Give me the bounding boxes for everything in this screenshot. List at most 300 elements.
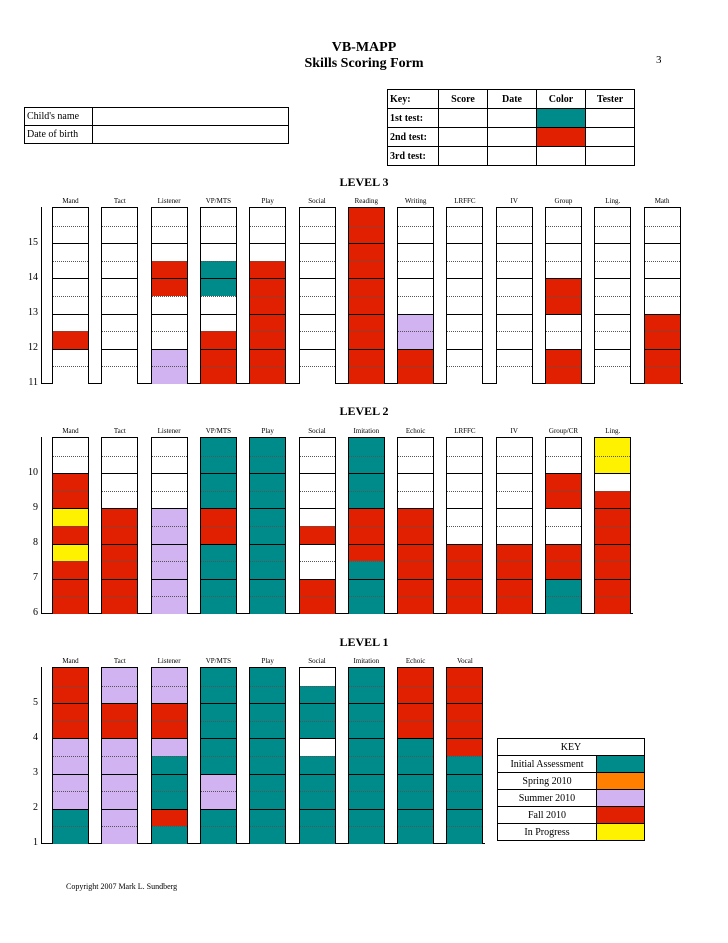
score-cell[interactable] — [497, 526, 532, 544]
score-cell[interactable] — [300, 296, 335, 314]
score-cell[interactable] — [497, 314, 532, 332]
score-cell[interactable] — [398, 491, 433, 509]
score-cell[interactable] — [447, 331, 482, 349]
score-cell[interactable] — [497, 349, 532, 367]
score-cell[interactable] — [201, 438, 236, 456]
score-cell[interactable] — [546, 456, 581, 474]
child-name-field[interactable] — [93, 108, 289, 126]
score-cell[interactable] — [250, 809, 285, 827]
score-cell[interactable] — [349, 596, 384, 614]
score-cell[interactable] — [250, 261, 285, 279]
score-cell[interactable] — [595, 226, 630, 244]
score-cell[interactable] — [300, 526, 335, 544]
score-cell[interactable] — [398, 331, 433, 349]
score-cell[interactable] — [595, 314, 630, 332]
key-row-2-score[interactable] — [439, 128, 488, 147]
score-cell[interactable] — [152, 579, 187, 597]
score-cell[interactable] — [447, 774, 482, 792]
score-cell[interactable] — [53, 473, 88, 491]
score-cell[interactable] — [349, 721, 384, 739]
score-cell[interactable] — [349, 226, 384, 244]
score-cell[interactable] — [102, 261, 137, 279]
score-cell[interactable] — [349, 366, 384, 384]
score-cell[interactable] — [152, 774, 187, 792]
score-cell[interactable] — [546, 438, 581, 456]
score-cell[interactable] — [349, 544, 384, 562]
score-cell[interactable] — [152, 208, 187, 226]
score-cell[interactable] — [250, 826, 285, 844]
score-cell[interactable] — [398, 508, 433, 526]
score-cell[interactable] — [152, 296, 187, 314]
score-cell[interactable] — [349, 296, 384, 314]
score-cell[interactable] — [546, 243, 581, 261]
score-cell[interactable] — [595, 473, 630, 491]
score-cell[interactable] — [645, 314, 680, 332]
score-cell[interactable] — [152, 668, 187, 686]
score-cell[interactable] — [201, 561, 236, 579]
score-cell[interactable] — [497, 438, 532, 456]
score-cell[interactable] — [497, 261, 532, 279]
score-cell[interactable] — [349, 261, 384, 279]
score-cell[interactable] — [152, 314, 187, 332]
score-cell[interactable] — [349, 278, 384, 296]
score-cell[interactable] — [645, 243, 680, 261]
score-cell[interactable] — [102, 491, 137, 509]
score-cell[interactable] — [349, 579, 384, 597]
score-cell[interactable] — [201, 738, 236, 756]
score-cell[interactable] — [300, 331, 335, 349]
score-cell[interactable] — [53, 826, 88, 844]
score-cell[interactable] — [546, 314, 581, 332]
score-cell[interactable] — [497, 278, 532, 296]
score-cell[interactable] — [53, 226, 88, 244]
score-cell[interactable] — [645, 226, 680, 244]
score-cell[interactable] — [546, 596, 581, 614]
score-cell[interactable] — [102, 686, 137, 704]
score-cell[interactable] — [152, 473, 187, 491]
score-cell[interactable] — [201, 314, 236, 332]
score-cell[interactable] — [546, 208, 581, 226]
score-cell[interactable] — [53, 261, 88, 279]
score-cell[interactable] — [349, 809, 384, 827]
score-cell[interactable] — [201, 226, 236, 244]
score-cell[interactable] — [102, 668, 137, 686]
score-cell[interactable] — [53, 738, 88, 756]
score-cell[interactable] — [250, 296, 285, 314]
score-cell[interactable] — [546, 278, 581, 296]
score-cell[interactable] — [398, 703, 433, 721]
score-cell[interactable] — [102, 791, 137, 809]
score-cell[interactable] — [595, 544, 630, 562]
score-cell[interactable] — [102, 738, 137, 756]
score-cell[interactable] — [398, 296, 433, 314]
score-cell[interactable] — [250, 208, 285, 226]
score-cell[interactable] — [447, 791, 482, 809]
score-cell[interactable] — [53, 703, 88, 721]
score-cell[interactable] — [398, 456, 433, 474]
score-cell[interactable] — [152, 349, 187, 367]
score-cell[interactable] — [300, 491, 335, 509]
score-cell[interactable] — [201, 491, 236, 509]
score-cell[interactable] — [398, 561, 433, 579]
score-cell[interactable] — [300, 456, 335, 474]
score-cell[interactable] — [546, 331, 581, 349]
score-cell[interactable] — [546, 226, 581, 244]
score-cell[interactable] — [300, 561, 335, 579]
score-cell[interactable] — [201, 331, 236, 349]
score-cell[interactable] — [152, 561, 187, 579]
score-cell[interactable] — [152, 721, 187, 739]
score-cell[interactable] — [250, 438, 285, 456]
score-cell[interactable] — [447, 243, 482, 261]
score-cell[interactable] — [102, 579, 137, 597]
score-cell[interactable] — [398, 226, 433, 244]
score-cell[interactable] — [398, 314, 433, 332]
score-cell[interactable] — [300, 721, 335, 739]
score-cell[interactable] — [102, 774, 137, 792]
score-cell[interactable] — [645, 208, 680, 226]
score-cell[interactable] — [398, 243, 433, 261]
score-cell[interactable] — [398, 278, 433, 296]
score-cell[interactable] — [152, 544, 187, 562]
score-cell[interactable] — [398, 349, 433, 367]
score-cell[interactable] — [300, 261, 335, 279]
score-cell[interactable] — [349, 208, 384, 226]
key-row-3-date[interactable] — [488, 147, 537, 166]
score-cell[interactable] — [595, 508, 630, 526]
score-cell[interactable] — [398, 826, 433, 844]
score-cell[interactable] — [645, 261, 680, 279]
score-cell[interactable] — [300, 349, 335, 367]
dob-field[interactable] — [93, 126, 289, 144]
score-cell[interactable] — [398, 738, 433, 756]
score-cell[interactable] — [250, 756, 285, 774]
score-cell[interactable] — [497, 491, 532, 509]
score-cell[interactable] — [201, 826, 236, 844]
score-cell[interactable] — [595, 579, 630, 597]
score-cell[interactable] — [398, 686, 433, 704]
score-cell[interactable] — [152, 809, 187, 827]
score-cell[interactable] — [447, 366, 482, 384]
score-cell[interactable] — [497, 544, 532, 562]
score-cell[interactable] — [546, 349, 581, 367]
score-cell[interactable] — [53, 331, 88, 349]
score-cell[interactable] — [447, 561, 482, 579]
score-cell[interactable] — [201, 686, 236, 704]
score-cell[interactable] — [398, 473, 433, 491]
score-cell[interactable] — [645, 331, 680, 349]
score-cell[interactable] — [250, 226, 285, 244]
key-row-2-date[interactable] — [488, 128, 537, 147]
score-cell[interactable] — [102, 596, 137, 614]
score-cell[interactable] — [349, 826, 384, 844]
score-cell[interactable] — [152, 456, 187, 474]
score-cell[interactable] — [447, 756, 482, 774]
score-cell[interactable] — [152, 243, 187, 261]
score-cell[interactable] — [201, 579, 236, 597]
score-cell[interactable] — [102, 296, 137, 314]
score-cell[interactable] — [201, 456, 236, 474]
score-cell[interactable] — [300, 756, 335, 774]
score-cell[interactable] — [152, 278, 187, 296]
score-cell[interactable] — [152, 331, 187, 349]
score-cell[interactable] — [102, 473, 137, 491]
score-cell[interactable] — [201, 596, 236, 614]
score-cell[interactable] — [546, 561, 581, 579]
score-cell[interactable] — [447, 208, 482, 226]
score-cell[interactable] — [300, 226, 335, 244]
score-cell[interactable] — [201, 756, 236, 774]
score-cell[interactable] — [152, 366, 187, 384]
score-cell[interactable] — [349, 686, 384, 704]
score-cell[interactable] — [152, 226, 187, 244]
score-cell[interactable] — [53, 278, 88, 296]
score-cell[interactable] — [447, 438, 482, 456]
score-cell[interactable] — [645, 366, 680, 384]
score-cell[interactable] — [595, 278, 630, 296]
key-row-2-tester[interactable] — [586, 128, 635, 147]
score-cell[interactable] — [201, 774, 236, 792]
score-cell[interactable] — [546, 473, 581, 491]
score-cell[interactable] — [250, 473, 285, 491]
score-cell[interactable] — [645, 278, 680, 296]
score-cell[interactable] — [546, 491, 581, 509]
score-cell[interactable] — [250, 703, 285, 721]
score-cell[interactable] — [250, 561, 285, 579]
score-cell[interactable] — [645, 296, 680, 314]
key-row-1-tester[interactable] — [586, 109, 635, 128]
score-cell[interactable] — [398, 756, 433, 774]
score-cell[interactable] — [152, 756, 187, 774]
score-cell[interactable] — [349, 243, 384, 261]
score-cell[interactable] — [152, 596, 187, 614]
score-cell[interactable] — [53, 208, 88, 226]
score-cell[interactable] — [53, 596, 88, 614]
score-cell[interactable] — [398, 438, 433, 456]
score-cell[interactable] — [152, 826, 187, 844]
score-cell[interactable] — [595, 261, 630, 279]
score-cell[interactable] — [497, 296, 532, 314]
score-cell[interactable] — [595, 208, 630, 226]
score-cell[interactable] — [152, 791, 187, 809]
score-cell[interactable] — [53, 491, 88, 509]
score-cell[interactable] — [300, 243, 335, 261]
score-cell[interactable] — [546, 526, 581, 544]
score-cell[interactable] — [497, 456, 532, 474]
score-cell[interactable] — [497, 508, 532, 526]
score-cell[interactable] — [250, 596, 285, 614]
score-cell[interactable] — [250, 668, 285, 686]
score-cell[interactable] — [447, 686, 482, 704]
score-cell[interactable] — [349, 508, 384, 526]
score-cell[interactable] — [102, 349, 137, 367]
score-cell[interactable] — [53, 561, 88, 579]
score-cell[interactable] — [201, 278, 236, 296]
score-cell[interactable] — [250, 774, 285, 792]
score-cell[interactable] — [595, 243, 630, 261]
score-cell[interactable] — [53, 809, 88, 827]
score-cell[interactable] — [447, 473, 482, 491]
score-cell[interactable] — [447, 456, 482, 474]
score-cell[interactable] — [53, 438, 88, 456]
score-cell[interactable] — [349, 438, 384, 456]
score-cell[interactable] — [447, 349, 482, 367]
score-cell[interactable] — [102, 226, 137, 244]
score-cell[interactable] — [53, 791, 88, 809]
score-cell[interactable] — [447, 314, 482, 332]
score-cell[interactable] — [102, 721, 137, 739]
score-cell[interactable] — [546, 579, 581, 597]
score-cell[interactable] — [398, 774, 433, 792]
score-cell[interactable] — [497, 473, 532, 491]
score-cell[interactable] — [152, 703, 187, 721]
score-cell[interactable] — [152, 526, 187, 544]
score-cell[interactable] — [497, 561, 532, 579]
score-cell[interactable] — [447, 508, 482, 526]
score-cell[interactable] — [447, 596, 482, 614]
score-cell[interactable] — [102, 438, 137, 456]
score-cell[interactable] — [250, 456, 285, 474]
score-cell[interactable] — [300, 473, 335, 491]
score-cell[interactable] — [398, 721, 433, 739]
score-cell[interactable] — [349, 331, 384, 349]
score-cell[interactable] — [447, 579, 482, 597]
score-cell[interactable] — [53, 668, 88, 686]
score-cell[interactable] — [497, 243, 532, 261]
score-cell[interactable] — [102, 314, 137, 332]
score-cell[interactable] — [102, 561, 137, 579]
score-cell[interactable] — [300, 579, 335, 597]
score-cell[interactable] — [398, 579, 433, 597]
score-cell[interactable] — [447, 703, 482, 721]
score-cell[interactable] — [53, 774, 88, 792]
score-cell[interactable] — [201, 809, 236, 827]
score-cell[interactable] — [152, 438, 187, 456]
score-cell[interactable] — [102, 243, 137, 261]
score-cell[interactable] — [546, 544, 581, 562]
score-cell[interactable] — [447, 826, 482, 844]
score-cell[interactable] — [300, 774, 335, 792]
score-cell[interactable] — [398, 261, 433, 279]
score-cell[interactable] — [102, 809, 137, 827]
score-cell[interactable] — [102, 756, 137, 774]
score-cell[interactable] — [201, 296, 236, 314]
score-cell[interactable] — [250, 791, 285, 809]
score-cell[interactable] — [53, 579, 88, 597]
score-cell[interactable] — [250, 331, 285, 349]
score-cell[interactable] — [349, 774, 384, 792]
score-cell[interactable] — [250, 738, 285, 756]
score-cell[interactable] — [595, 331, 630, 349]
score-cell[interactable] — [349, 756, 384, 774]
score-cell[interactable] — [497, 226, 532, 244]
score-cell[interactable] — [53, 296, 88, 314]
score-cell[interactable] — [645, 349, 680, 367]
score-cell[interactable] — [447, 809, 482, 827]
score-cell[interactable] — [497, 331, 532, 349]
score-cell[interactable] — [201, 721, 236, 739]
score-cell[interactable] — [201, 508, 236, 526]
score-cell[interactable] — [300, 544, 335, 562]
score-cell[interactable] — [447, 668, 482, 686]
score-cell[interactable] — [398, 791, 433, 809]
score-cell[interactable] — [447, 296, 482, 314]
score-cell[interactable] — [53, 314, 88, 332]
score-cell[interactable] — [497, 596, 532, 614]
score-cell[interactable] — [53, 243, 88, 261]
score-cell[interactable] — [53, 544, 88, 562]
score-cell[interactable] — [349, 526, 384, 544]
score-cell[interactable] — [497, 366, 532, 384]
score-cell[interactable] — [300, 278, 335, 296]
score-cell[interactable] — [300, 703, 335, 721]
key-row-1-score[interactable] — [439, 109, 488, 128]
score-cell[interactable] — [398, 366, 433, 384]
score-cell[interactable] — [595, 526, 630, 544]
score-cell[interactable] — [447, 721, 482, 739]
score-cell[interactable] — [102, 508, 137, 526]
score-cell[interactable] — [447, 278, 482, 296]
score-cell[interactable] — [152, 738, 187, 756]
score-cell[interactable] — [201, 261, 236, 279]
score-cell[interactable] — [447, 491, 482, 509]
score-cell[interactable] — [201, 208, 236, 226]
score-cell[interactable] — [102, 456, 137, 474]
score-cell[interactable] — [546, 508, 581, 526]
score-cell[interactable] — [250, 314, 285, 332]
score-cell[interactable] — [201, 668, 236, 686]
score-cell[interactable] — [201, 366, 236, 384]
score-cell[interactable] — [447, 226, 482, 244]
score-cell[interactable] — [595, 491, 630, 509]
score-cell[interactable] — [201, 526, 236, 544]
score-cell[interactable] — [595, 456, 630, 474]
score-cell[interactable] — [398, 668, 433, 686]
score-cell[interactable] — [398, 809, 433, 827]
score-cell[interactable] — [250, 544, 285, 562]
score-cell[interactable] — [250, 349, 285, 367]
score-cell[interactable] — [250, 491, 285, 509]
score-cell[interactable] — [102, 331, 137, 349]
score-cell[interactable] — [102, 526, 137, 544]
score-cell[interactable] — [300, 508, 335, 526]
score-cell[interactable] — [300, 686, 335, 704]
score-cell[interactable] — [349, 314, 384, 332]
score-cell[interactable] — [398, 526, 433, 544]
score-cell[interactable] — [497, 579, 532, 597]
score-cell[interactable] — [53, 456, 88, 474]
score-cell[interactable] — [300, 791, 335, 809]
key-row-3-tester[interactable] — [586, 147, 635, 166]
score-cell[interactable] — [349, 738, 384, 756]
score-cell[interactable] — [595, 349, 630, 367]
score-cell[interactable] — [152, 508, 187, 526]
score-cell[interactable] — [300, 738, 335, 756]
score-cell[interactable] — [595, 438, 630, 456]
score-cell[interactable] — [349, 791, 384, 809]
score-cell[interactable] — [201, 349, 236, 367]
score-cell[interactable] — [349, 491, 384, 509]
score-cell[interactable] — [102, 278, 137, 296]
score-cell[interactable] — [300, 438, 335, 456]
score-cell[interactable] — [250, 721, 285, 739]
score-cell[interactable] — [447, 261, 482, 279]
score-cell[interactable] — [53, 508, 88, 526]
score-cell[interactable] — [102, 703, 137, 721]
score-cell[interactable] — [300, 208, 335, 226]
score-cell[interactable] — [201, 791, 236, 809]
score-cell[interactable] — [152, 261, 187, 279]
